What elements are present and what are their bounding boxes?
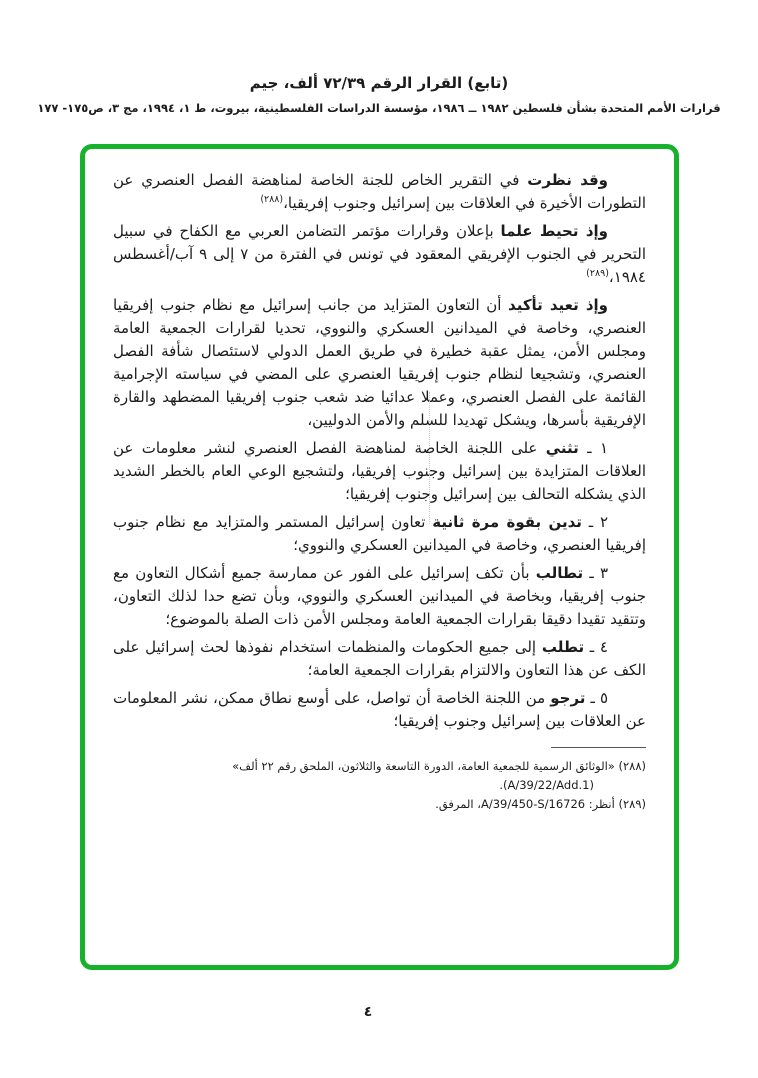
paragraph-number: ٢ ـ [581,513,609,531]
preambular-paragraph [113,294,646,432]
page-number: ٤ [363,1004,373,1020]
resolution-border-box [80,144,679,970]
page-title: (تابع) القرار الرقم ٧٢/٣٩ ألف، جيم [249,74,509,92]
paragraph-lead: وإذ تعيد تأكيد [508,296,608,314]
footnote-289: (٢٨٩) أنظر: A/39/450-S/16726، المرفق. [435,797,646,811]
preambular-paragraph [113,169,646,215]
paragraph-text: في التقرير الخاص للجنة الخاصة لمناهضة الفصل العنصري عن التطورات الأخيرة في العلاقات بين إسرائيل وجنوب إفريقيا، [113,171,646,212]
paragraph-lead: تطالب [535,564,584,582]
paragraph-text: إلى جميع الحكومات والمنظمات استخدام نفوذها لحث إسرائيل على الكف عن هذا التعاون والالتزام بقرارات الجمعية العامة؛ [113,638,646,679]
operative-paragraph-5 [113,687,646,733]
paragraph-lead: ترجو [550,689,586,707]
paragraph-text: بأن تكف إسرائيل على الفور عن ممارسة جميع أشكال التعاون مع جنوب إفريقيا، وبخاصة في الميدانين العسكري والنووي، وبأن تضع حدا لذلك التعاون، وتتقيد تقيدا دقيقا بقرارات الجمعية العامة ومجلس الأمن ذات الصلة بالموضوع؛ [113,564,646,628]
source-citation-line: قرارات الأمم المتحدة بشأن فلسطين ١٩٨٢ ــ ١٩٨٦، مؤسسة الدراسات الفلسطينية، بيروت، ط ١، ١٩٩٤، مج ٣، ص١٧٥- ١٧٧ [37,101,721,115]
paragraph-text: بإعلان وقرارات مؤتمر التضامن العربي مع الكفاح في سبيل التحرير في الجنوب الإفريقي المعقود في تونس في الفترة من ٧ إلى ٩ آب/أغسطس ١٩٨٤، [113,222,647,286]
paragraph-text: على اللجنة الخاصة لمناهضة الفصل العنصري لنشر معلومات عن العلاقات المتزايدة بين إسرائيل وجنوب إفريقيا، ولتشجيع الوعي العام بالخطر الشديد الذي يشكله التحالف بين إسرائيل وجنوب إفريقيا؛ [113,439,646,503]
scan-artifact-line [429,392,430,524]
paragraph-lead: وقد نظرت [527,171,609,189]
operative-paragraph-2 [113,511,646,557]
preambular-paragraph [113,220,646,289]
operative-paragraph-4 [113,636,646,682]
paragraph-lead: تدين بقوة مرة ثانية [432,513,582,531]
paragraph-number: ٤ ـ [584,638,608,656]
paragraph-number: ٣ ـ [583,564,609,582]
paragraph-number: ٥ ـ [585,689,609,707]
footnote-288: (٢٨٨) «الوثائق الرسمية للجمعية العامة، الدورة التاسعة والثلاثون، الملحق رقم ٢٢ ألف» (A/39/22/Add.1). [232,759,646,792]
footnote-area [176,747,646,814]
paragraph-text: أن التعاون المتزايد من جانب إسرائيل مع نظام جنوب إفريقيا العنصري، وخاصة في الميدانين العسكري والنووي، تحديا لقرارات الجمعية العامة ومجلس الأمن، يمثل عقبة خطيرة في طريق العمل الدولي لاستئصال شأفة الفصل العنصري، وتشجيعا لنظام جنوب إفريقيا العنصري على المضي في سياسته الإجرامية القائمة على الفصل العنصري، وعملا عدائيا ضد شعب جنوب إفريقيا المضطهد والقارة الإفريقية بأسرها، ويشكل تهديدا للسلم والأمن الدوليين، [113,296,646,429]
paragraph-text: تعاون إسرائيل المستمر والمتزايد مع نظام جنوب إفريقيا العنصري، وخاصة في الميدانين العسكري والنووي؛ [113,513,646,554]
operative-paragraph-1 [113,437,646,506]
footnote-separator [551,747,646,748]
footnote-ref: (٢٨٩) [586,268,609,279]
paragraph-text: من اللجنة الخاصة أن تواصل، على أوسع نطاق ممكن، نشر المعلومات عن العلاقات بين إسرائيل وجنوب إفريقيا؛ [113,689,646,730]
paragraph-lead: تطلب [541,638,585,656]
paragraph-number: ١ ـ [578,439,608,457]
footnote-ref: (٢٨٨) [260,194,284,205]
paragraph-lead: وإذ تحيط علما [500,222,608,240]
paragraph-lead: تثني [545,439,579,457]
operative-paragraph-3 [113,562,646,631]
resolution-text [113,169,646,733]
